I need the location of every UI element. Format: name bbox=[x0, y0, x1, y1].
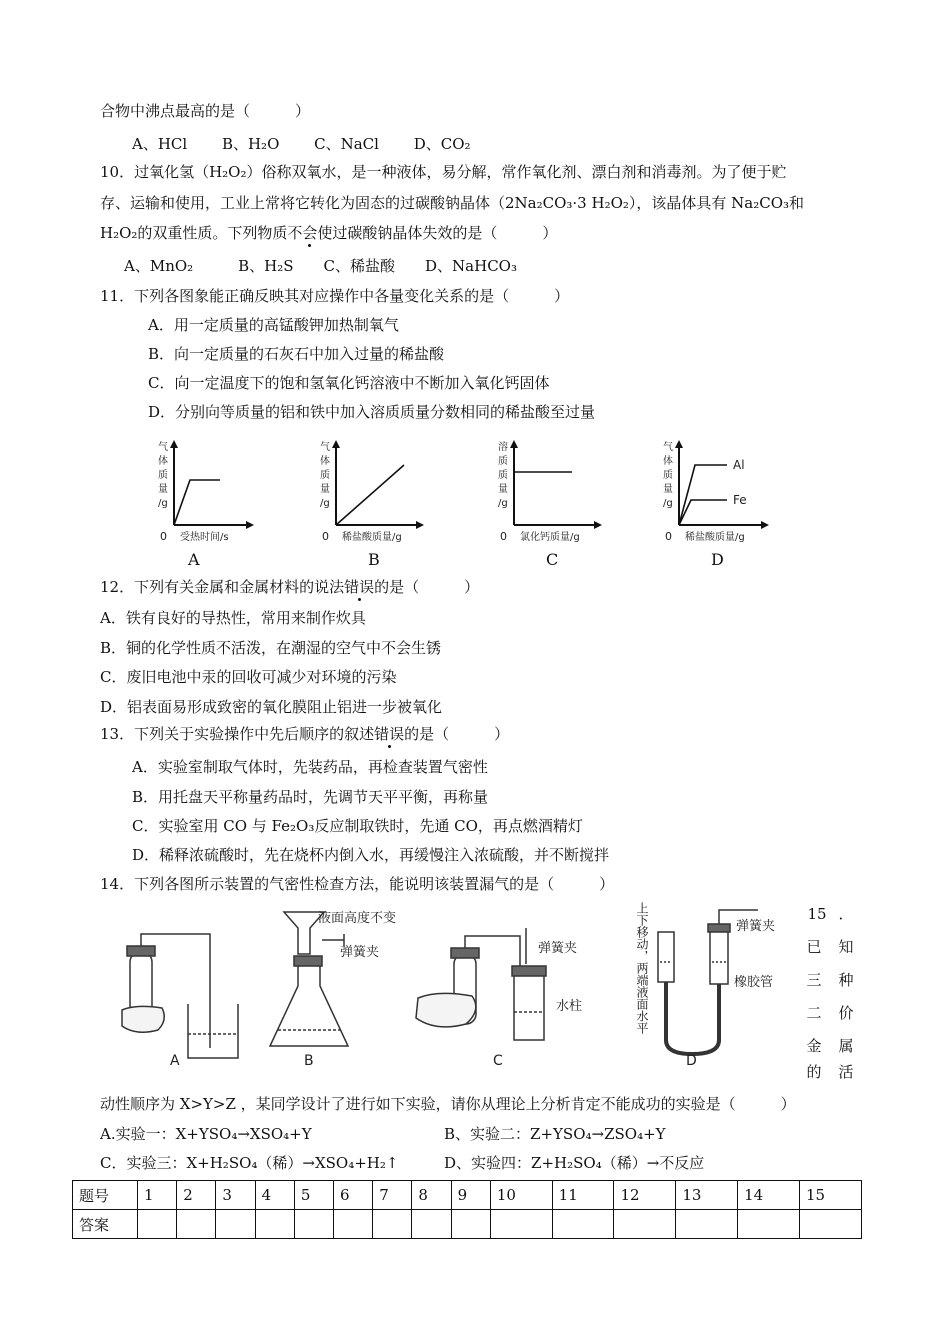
chart-c-letter: C bbox=[546, 550, 559, 569]
answer-cell-11[interactable] bbox=[552, 1210, 614, 1239]
b-level-label: 液面高度不变 bbox=[318, 911, 397, 926]
svg-text:C: C bbox=[493, 1053, 503, 1069]
c-clamp-label: 弹簧夹 bbox=[538, 941, 578, 956]
chart-a-xlabel: 受热时间/s bbox=[180, 532, 229, 543]
q15-option-a: A.实验一：X+YSO₄→XSO₄+Y bbox=[100, 1125, 312, 1143]
answer-cell-7[interactable] bbox=[373, 1210, 412, 1239]
chart-c-origin: 0 bbox=[500, 530, 507, 543]
chart-c-ylabel-1: 溶 bbox=[498, 442, 508, 453]
q15-line2: 动性顺序为 X>Y>Z ，某同学设计了进行如下实验，请你从理论上分析肯定不能成功的实验是（ ） bbox=[100, 1095, 796, 1113]
chart-d-xlabel: 稀盐酸质量/g bbox=[685, 532, 745, 543]
chart-d-series-fe bbox=[679, 500, 727, 525]
q15-option-d: D、实验四：Z+H₂SO₄（稀）→不反应 bbox=[444, 1154, 705, 1172]
answer-table-answer-row bbox=[73, 1210, 862, 1239]
q13-option-d: D．稀释浓硫酸时，先在烧杯内倒入水，再缓慢注入浓硫酸，并不断搅拌 bbox=[132, 846, 610, 864]
chart-d-series-al bbox=[679, 465, 727, 525]
answer-table-number-row bbox=[73, 1181, 862, 1210]
q12-option-c: C．废旧电池中汞的回收可减少对环境的污染 bbox=[100, 668, 397, 686]
chart-a-ylabel-2: 体 bbox=[158, 456, 168, 467]
chart-b-ylabel-1: 气 bbox=[320, 442, 330, 453]
answer-cell-13[interactable] bbox=[676, 1210, 738, 1239]
q15-side-8: 金 bbox=[806, 1037, 822, 1055]
answer-cell-1[interactable] bbox=[138, 1210, 177, 1239]
answer-number-11: 11 bbox=[552, 1181, 614, 1210]
q11-option-c: C．向一定温度下的饱和氢氧化钙溶液中不断加入氧化钙固体 bbox=[148, 374, 550, 392]
q11-option-d: D．分别向等质量的铝和铁中加入溶质质量分数相同的稀盐酸至过量 bbox=[148, 403, 596, 421]
q10-line1: 10．过氧化氢（H₂O₂）俗称双氧水，是一种液体，易分解，常作氧化剂、漂白剂和消毒剂。为了便于贮 bbox=[100, 163, 787, 181]
chart-a-ylabel-1: 气 bbox=[158, 442, 168, 453]
chart-b-ylabel-4: 量 bbox=[320, 484, 330, 495]
q11-option-a: A．用一定质量的高锰酸钾加热制氧气 bbox=[148, 316, 399, 334]
answer-cell-12[interactable] bbox=[614, 1210, 676, 1239]
c-water-label: 水柱 bbox=[556, 999, 583, 1014]
chart-c-xlabel: 氯化钙质量/g bbox=[520, 532, 580, 543]
q13-option-b: B．用托盘天平称量药品时，先调节天平平衡，再称量 bbox=[132, 788, 489, 806]
d-vertical-label: 上下移动，两端液面水平 bbox=[635, 902, 649, 1034]
q10-emphasis: 会 bbox=[302, 224, 318, 242]
answer-number-14: 14 bbox=[738, 1181, 800, 1210]
q11-chart-b bbox=[312, 440, 432, 570]
q9-options: A、HCl B、H₂O C、NaCl D、CO₂ bbox=[132, 135, 471, 153]
q11-option-b: B．向一定质量的石灰石中加入过量的稀盐酸 bbox=[148, 345, 445, 363]
q11-chart-c bbox=[490, 440, 610, 570]
answer-number-2: 2 bbox=[177, 1181, 216, 1210]
chart-d-ylabel-2: 体 bbox=[663, 456, 673, 467]
chart-d-legend-fe: Fe bbox=[733, 493, 747, 507]
q10-line3-b: 使过碳酸钠晶体失效的是（ ） bbox=[317, 224, 558, 242]
chart-d-y-arrow bbox=[675, 440, 683, 448]
chart-c-ylabel-2: 质 bbox=[498, 456, 508, 467]
chart-d-ylabel-3: 质 bbox=[663, 470, 673, 481]
answer-cell-2[interactable] bbox=[177, 1210, 216, 1239]
chart-a-x-arrow bbox=[246, 521, 254, 529]
chart-b-xlabel: 稀盐酸质量/g bbox=[342, 532, 402, 543]
chart-b-ylabel-5: /g bbox=[320, 498, 330, 509]
chart-c-ylabel-3: 质 bbox=[498, 470, 508, 481]
svg-text:A: A bbox=[170, 1053, 180, 1069]
chart-c-x-arrow bbox=[594, 521, 602, 529]
q10-line3 bbox=[100, 223, 557, 243]
q13-stem-a: 13．下列关于实验操作中先后顺序的叙述 bbox=[100, 725, 375, 743]
q12-option-b: B．铜的化学性质不活泼，在潮湿的空气中不会生锈 bbox=[100, 639, 442, 657]
q11-chart-d bbox=[655, 440, 780, 570]
d-clamp-label: 弹簧夹 bbox=[736, 919, 776, 934]
chart-d-origin: 0 bbox=[665, 530, 672, 543]
answer-number-4: 4 bbox=[255, 1181, 294, 1210]
chart-a-y-arrow bbox=[170, 440, 178, 448]
chart-d-letter: D bbox=[711, 550, 724, 569]
answer-number-7: 7 bbox=[373, 1181, 412, 1210]
q15-side-0: 15 bbox=[807, 905, 827, 923]
answer-number-6: 6 bbox=[334, 1181, 373, 1210]
chart-c-ylabel-5: /g bbox=[498, 498, 508, 509]
q12-option-d: D．铝表面易形成致密的氧化膜阻止铝进一步被氧化 bbox=[100, 698, 443, 716]
chart-b-y-arrow bbox=[332, 440, 340, 448]
d-tube-label: 橡胶管 bbox=[734, 975, 774, 990]
q13-stem-b: 的是（ ） bbox=[404, 725, 510, 743]
svg-text:D: D bbox=[686, 1053, 697, 1069]
answer-number-1: 1 bbox=[138, 1181, 177, 1210]
answer-number-5: 5 bbox=[294, 1181, 333, 1210]
chart-b-origin: 0 bbox=[322, 530, 329, 543]
apparatus-b bbox=[270, 912, 348, 1069]
answer-cell-6[interactable] bbox=[334, 1210, 373, 1239]
chart-a-ylabel-4: 量 bbox=[158, 484, 168, 495]
answer-cell-15[interactable] bbox=[799, 1210, 861, 1239]
answer-number-8: 8 bbox=[412, 1181, 451, 1210]
answer-cell-3[interactable] bbox=[216, 1210, 255, 1239]
q13-option-a: A．实验室制取气体时，先装药品，再检查装置气密性 bbox=[132, 758, 488, 776]
q13-emphasis: 错误 bbox=[374, 725, 405, 743]
q13-stem bbox=[100, 724, 509, 744]
answer-cell-9[interactable] bbox=[451, 1210, 490, 1239]
q11-stem: 11．下列各图象能正确反映其对应操作中各量变化关系的是（ ） bbox=[100, 287, 570, 305]
q12-stem-b: 的是（ ） bbox=[374, 578, 480, 596]
answer-cell-14[interactable] bbox=[738, 1210, 800, 1239]
chart-a-origin: 0 bbox=[160, 530, 167, 543]
chart-c-y-arrow bbox=[510, 440, 518, 448]
chart-c-ylabel-4: 量 bbox=[498, 484, 508, 495]
q12-stem-a: 12．下列有关金属和金属材料的说法 bbox=[100, 578, 345, 596]
q14-stem: 14．下列各图所示装置的气密性检查方法，能说明该装置漏气的是（ ） bbox=[100, 875, 615, 893]
q12-stem bbox=[100, 577, 479, 597]
answer-number-9: 9 bbox=[451, 1181, 490, 1210]
b-clamp-label: 弹簧夹 bbox=[340, 945, 380, 960]
q15-side-11: 活 bbox=[838, 1063, 854, 1081]
apparatus-c bbox=[416, 928, 546, 1069]
q15-side-6: 二 bbox=[806, 1004, 822, 1022]
answer-number-12: 12 bbox=[614, 1181, 676, 1210]
answer-number-15: 15 bbox=[799, 1181, 861, 1210]
chart-d-ylabel-1: 气 bbox=[663, 442, 673, 453]
chart-b-ylabel-2: 体 bbox=[320, 456, 330, 467]
q11-chart-a bbox=[150, 440, 260, 570]
q10-options: A、MnO₂ B、H₂S C、稀盐酸 D、NaHCO₃ bbox=[124, 257, 517, 275]
q10-line2: 存、运输和使用，工业上常将它转化为固态的过碳酸钠晶体（2Na₂CO₃·3 H₂O₂），该晶体具有 Na₂CO₃和 bbox=[100, 194, 805, 212]
chart-a-ylabel-3: 质 bbox=[158, 470, 168, 481]
q15-side-3: 知 bbox=[838, 938, 854, 956]
q15-side-9: 属 bbox=[838, 1037, 854, 1055]
q12-option-a: A．铁有良好的导热性，常用来制作炊具 bbox=[100, 609, 366, 627]
chart-b-x-arrow bbox=[416, 521, 424, 529]
q15-side-10: 的 bbox=[806, 1063, 822, 1081]
q15-side-4: 三 bbox=[806, 971, 822, 989]
answer-cell-8[interactable] bbox=[412, 1210, 451, 1239]
q10-line3-a: H₂O₂的双重性质。下列物质不 bbox=[100, 224, 303, 242]
answer-number-3: 3 bbox=[216, 1181, 255, 1210]
q15-side-2: 已 bbox=[806, 938, 822, 956]
q15-side-5: 种 bbox=[838, 971, 854, 989]
answer-table bbox=[72, 1180, 862, 1239]
chart-b-curve bbox=[336, 465, 404, 525]
chart-d-ylabel-5: /g bbox=[663, 498, 673, 509]
answer-table-answer-head: 答案 bbox=[73, 1210, 138, 1239]
q15-side-7: 价 bbox=[838, 1004, 854, 1022]
svg-text:B: B bbox=[304, 1053, 314, 1069]
chart-b-ylabel-3: 质 bbox=[320, 470, 330, 481]
chart-d-legend-al: Al bbox=[733, 458, 745, 472]
apparatus-a bbox=[122, 934, 238, 1069]
chart-a-letter: A bbox=[188, 550, 200, 569]
chart-d-ylabel-4: 量 bbox=[663, 484, 673, 495]
q15-option-b: B、实验二：Z+YSO₄→ZSO₄+Y bbox=[444, 1125, 666, 1143]
q9-stem-tail: 合物中沸点最高的是（ ） bbox=[100, 102, 311, 120]
chart-a-ylabel-5: /g bbox=[158, 498, 168, 509]
q15-side-1: ． bbox=[838, 905, 854, 923]
answer-number-10: 10 bbox=[490, 1181, 552, 1210]
q13-option-c: C．实验室用 CO 与 Fe₂O₃反应制取铁时，先通 CO，再点燃酒精灯 bbox=[132, 817, 583, 835]
answer-number-13: 13 bbox=[676, 1181, 738, 1210]
q12-emphasis: 错误 bbox=[344, 578, 375, 596]
chart-b-letter: B bbox=[368, 550, 380, 569]
answer-table-number-head: 题号 bbox=[73, 1181, 138, 1210]
answer-cell-10[interactable] bbox=[490, 1210, 552, 1239]
answer-cell-4[interactable] bbox=[255, 1210, 294, 1239]
chart-a-curve bbox=[174, 480, 220, 525]
answer-cell-5[interactable] bbox=[294, 1210, 333, 1239]
chart-d-x-arrow bbox=[761, 521, 769, 529]
q14-apparatus-figure bbox=[118, 900, 798, 1070]
q15-option-c: C．实验三：X+H₂SO₄（稀）→XSO₄+H₂↑ bbox=[100, 1154, 399, 1172]
